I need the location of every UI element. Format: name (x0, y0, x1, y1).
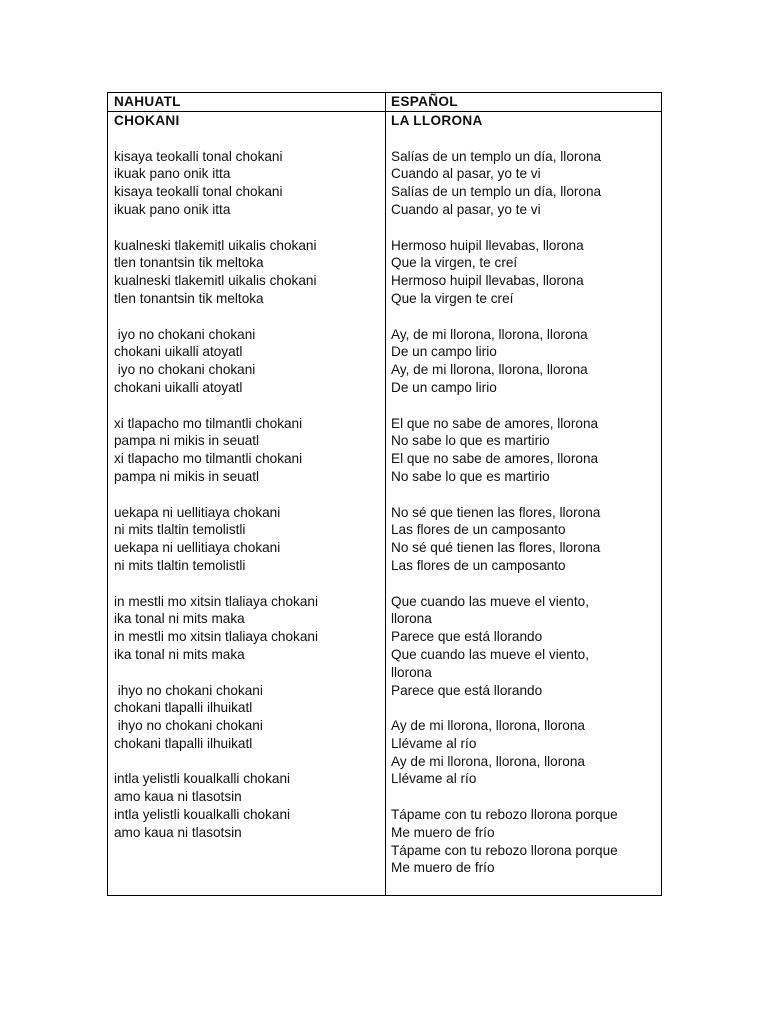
nahuatl-lyric-line: ika tonal ni mits maka (114, 611, 245, 627)
nahuatl-stanza (114, 148, 382, 219)
nahuatl-lyric-line: iyo no chokani chokani (114, 326, 256, 342)
spanish-stanza (391, 806, 659, 877)
spanish-lyric-line: Llévame al río (391, 735, 477, 751)
spanish-lyric-line: Cuando al pasar, yo te vi (391, 166, 541, 182)
nahuatl-lyric-line: in mestli mo xitsin tlaliaya chokani (114, 629, 318, 645)
nahuatl-lyric-line: in mestli mo xitsin tlaliaya chokani (114, 593, 318, 609)
spanish-lyric-line: Parece que está llorando (391, 629, 543, 645)
spanish-lyric-line: El que no sabe de amores, llorona (391, 415, 599, 431)
spanish-lyric-line: No sabe lo que es martirio (391, 433, 550, 449)
spanish-lyric-line: Las flores de un camposanto (391, 557, 566, 573)
nahuatl-stanza (114, 504, 382, 575)
spanish-lyric-line: Que la virgen, te creí (391, 255, 518, 271)
nahuatl-lyric-line: ika tonal ni mits maka (114, 646, 245, 662)
spanish-stanza (391, 504, 659, 575)
spanish-lyric-line: Las flores de un camposanto (391, 522, 566, 538)
spanish-lyric-line: Ay de mi llorona, llorona, llorona (391, 718, 585, 734)
nahuatl-lyric-line: kisaya teokalli tonal chokani (114, 184, 283, 200)
nahuatl-stanza (114, 326, 382, 397)
spanish-lyric-line: No sé qué tienen las flores, llorona (391, 540, 601, 556)
nahuatl-lyric-line: tlen tonantsin tik meltoka (114, 290, 264, 306)
spanish-lyric-line: Que cuando las mueve el viento, (391, 646, 589, 662)
nahuatl-lyric-line: intla yelistli koualkalli chokani (114, 771, 291, 787)
spanish-lyric-line: Llévame al río (391, 771, 477, 787)
spanish-lyric-line: Que la virgen te creí (391, 290, 514, 306)
lyrics-table (107, 92, 662, 896)
nahuatl-lyric-line: kisaya teokalli tonal chokani (114, 148, 283, 164)
spanish-lyric-line: Ay, de mi llorona, llorona, llorona (391, 326, 588, 342)
spanish-lyric-line: Cuando al pasar, yo te vi (391, 201, 541, 217)
nahuatl-stanza (114, 770, 382, 841)
nahuatl-lyric-line: kualneski tlakemitl uikalis chokani (114, 237, 317, 253)
nahuatl-lyric-line: ihyo no chokani chokani (114, 682, 263, 698)
nahuatl-stanza (114, 593, 382, 664)
spanish-lyrics (391, 148, 659, 878)
spanish-lyric-line: Tápame con tu rebozo llorona porque (391, 842, 618, 858)
spanish-lyric-line: Hermoso huipil llevabas, llorona (391, 273, 584, 289)
nahuatl-lyric-line: chokani tlapalli ilhuikatl (114, 735, 253, 751)
spanish-lyric-line: Parece que está llorando (391, 682, 543, 698)
spanish-lyric-line: Salías de un templo un día, llorona (391, 148, 602, 164)
spanish-stanza (391, 148, 659, 219)
nahuatl-lyric-line: uekapa ni uellitiaya chokani (114, 540, 281, 556)
nahuatl-lyric-line: tlen tonantsin tik meltoka (114, 255, 264, 271)
spanish-lyric-line: No sabe lo que es martirio (391, 468, 550, 484)
spanish-lyric-line: Ay de mi llorona, llorona, llorona (391, 753, 585, 769)
spanish-stanza (391, 326, 659, 397)
nahuatl-lyric-line: intla yelistli koualkalli chokani (114, 807, 291, 823)
spanish-lyric-line: Que cuando las mueve el viento, (391, 593, 589, 609)
nahuatl-lyric-line: xi tlapacho mo tilmantli chokani (114, 451, 303, 467)
nahuatl-lyric-line: kualneski tlakemitl uikalis chokani (114, 273, 317, 289)
spanish-lyric-line: Me muero de frío (391, 824, 495, 840)
spanish-lyric-line: Tápame con tu rebozo llorona porque (391, 807, 618, 823)
spanish-lyric-line: Hermoso huipil llevabas, llorona (391, 237, 584, 253)
nahuatl-lyric-line: ikuak pano onik itta (114, 166, 231, 182)
nahuatl-lyric-line: chokani uikalli atoyatl (114, 379, 243, 395)
nahuatl-lyric-line: uekapa ni uellitiaya chokani (114, 504, 281, 520)
nahuatl-lyric-line: ni mits tlaltin temolistli (114, 557, 246, 573)
nahuatl-lyric-line: amo kaua ni tlasotsin (114, 789, 242, 805)
nahuatl-lyrics (114, 148, 382, 842)
spanish-lyric-line: llorona (391, 611, 432, 627)
nahuatl-lyric-line: ni mits tlaltin temolistli (114, 522, 246, 538)
nahuatl-header: NAHUATL (114, 94, 181, 109)
spanish-stanza (391, 237, 659, 308)
nahuatl-lyric-line: iyo no chokani chokani (114, 362, 256, 378)
nahuatl-lyric-line: chokani uikalli atoyatl (114, 344, 243, 360)
spanish-lyric-line: El que no sabe de amores, llorona (391, 451, 599, 467)
nahuatl-title: CHOKANI (114, 113, 180, 128)
spanish-lyric-line: De un campo lirio (391, 344, 497, 360)
nahuatl-lyric-line: pampa ni mikis in seuatl (114, 468, 260, 484)
nahuatl-stanza (114, 237, 382, 308)
spanish-lyric-line: No sé que tienen las flores, llorona (391, 504, 601, 520)
spanish-title: LA LLORONA (391, 113, 483, 128)
spanish-header: ESPAÑOL (391, 94, 458, 109)
nahuatl-lyric-line: amo kaua ni tlasotsin (114, 824, 242, 840)
spanish-lyric-line: Me muero de frío (391, 860, 495, 876)
nahuatl-lyric-line: ikuak pano onik itta (114, 201, 231, 217)
nahuatl-lyric-line: pampa ni mikis in seuatl (114, 433, 260, 449)
spanish-stanza (391, 415, 659, 486)
spanish-lyric-line: llorona (391, 664, 432, 680)
nahuatl-stanza (114, 415, 382, 486)
spanish-stanza (391, 717, 659, 788)
spanish-column (391, 93, 659, 877)
spanish-lyric-line: De un campo lirio (391, 379, 497, 395)
nahuatl-lyric-line: ihyo no chokani chokani (114, 718, 263, 734)
nahuatl-lyric-line: xi tlapacho mo tilmantli chokani (114, 415, 303, 431)
nahuatl-stanza (114, 682, 382, 753)
column-divider (385, 93, 386, 895)
spanish-lyric-line: Ay, de mi llorona, llorona, llorona (391, 362, 588, 378)
spanish-lyric-line: Salías de un templo un día, llorona (391, 184, 602, 200)
spanish-stanza (391, 593, 659, 700)
nahuatl-lyric-line: chokani tlapalli ilhuikatl (114, 700, 253, 716)
nahuatl-column (114, 93, 382, 842)
